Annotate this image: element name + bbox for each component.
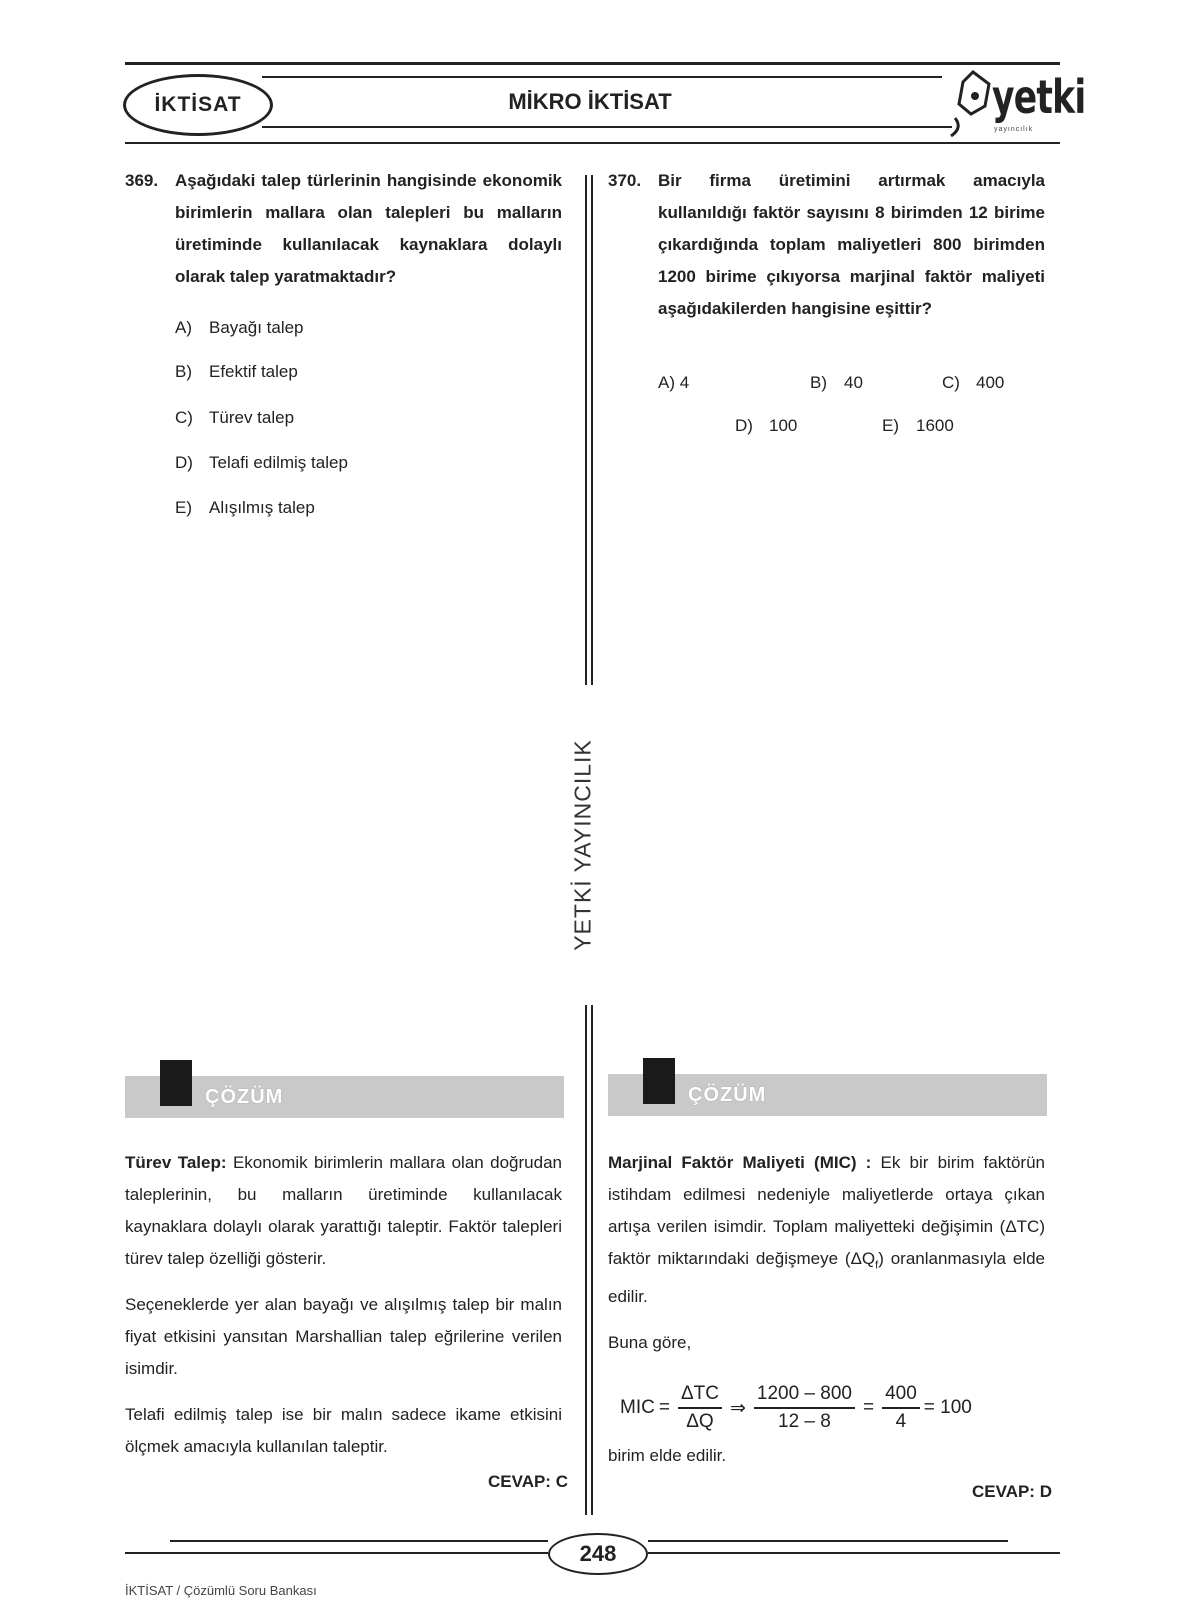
page-title: MİKRO İKTİSAT [508, 89, 672, 114]
formula-f3-numerator: 400 [882, 1383, 920, 1409]
page-number: 248 [579, 1541, 617, 1566]
question-370-number: 370. [608, 171, 642, 190]
option-text: Türev talep [209, 408, 295, 427]
book-title: İKTİSAT / Çözümlü Soru Bankası [125, 1583, 317, 1598]
footer-rule-right-bottom [648, 1552, 1060, 1554]
header-top-rule [125, 62, 1060, 65]
option-label: A) [175, 318, 192, 337]
solution-369-paragraph-2: Seçeneklerde yer alan bayağı ve alışılmış talep bir malın fiyat etkisini yansıtan Marshallian talep eğrilerine verilen isimdir. [125, 1295, 562, 1378]
solution-369-definition: Ekonomik birimlerin mallara olan doğrudan taleplerinin, bu malların üretiminde kullanılacak kaynaklara dolaylı olarak yarattığı taleptir. Faktör talepleri türev talep özelliği gösterir. [125, 1153, 562, 1268]
brand-badge [123, 74, 273, 136]
footer-rule-left-bottom [125, 1552, 548, 1554]
option-text: Bayağı talep [209, 318, 304, 337]
formula-implies: ⇒ [729, 1397, 746, 1419]
option-label: B) [175, 362, 192, 381]
formula-equals-2: = [862, 1397, 875, 1418]
solution-370-paragraph-2: Buna göre, [608, 1333, 692, 1353]
q369-option-c[interactable] [175, 408, 294, 428]
solution-370-text [608, 1147, 1045, 1373]
option-text: 1600 [916, 416, 954, 435]
formula-fraction-3 [882, 1383, 920, 1433]
solution-370-definition: Ek bir birim faktörün istihdam edilmesi nedeniyle maliyetlerde ortaya çıkan artışa verilen isimdir. Toplam maliyetteki değişimin (ΔTC) faktör miktarındaki değişmeye (ΔQ [608, 1153, 1045, 1268]
solution-369-text [125, 1147, 562, 1477]
option-text: 100 [769, 416, 798, 435]
option-text: Alışılmış talep [209, 498, 315, 517]
formula-lhs: MIC [620, 1397, 655, 1418]
brand-label: İKTİSAT [154, 93, 242, 116]
option-label: E) [882, 416, 899, 435]
q369-option-e[interactable] [175, 498, 315, 518]
formula-fraction-1 [678, 1383, 722, 1433]
solution-369-paragraph-1 [125, 1147, 562, 1275]
answer-369: CEVAP: C [488, 1472, 568, 1491]
solution-370-term: Marjinal Faktör Maliyeti (MIC) : [608, 1153, 872, 1172]
solution-header-label-370: ÇÖZÜM [688, 1084, 767, 1106]
option-text: 40 [844, 373, 863, 392]
option-label: A) [658, 373, 675, 392]
solution-370-definition-end: ) oranlanmasıyla elde edilir. [608, 1249, 1045, 1307]
solution-369-paragraph-3: Telafi edilmiş talep ise bir malın sadece ikame etkisini ölçmek amacıyla kullanılan taleptir. [125, 1405, 562, 1456]
option-label: D) [175, 453, 193, 472]
q370-option-c[interactable] [942, 373, 1004, 393]
solution-369-term: Türev Talep: [125, 1153, 227, 1172]
mic-formula [620, 1383, 972, 1433]
option-label: E) [175, 498, 192, 517]
question-370-text: Bir firma üretimini artırmak amacıyla kullanıldığı faktör sayısını 8 birimden 12 birime çıkardığında toplam maliyetleri 800 birimden 1200 birime çıkıyorsa marjinal faktör maliyeti aşağıdakilerden hangisine eşittir? [658, 171, 1045, 318]
option-label: C) [942, 373, 960, 392]
formula-f3-denominator: 4 [895, 1411, 907, 1432]
column-divider-bottom [585, 1005, 593, 1515]
formula-fraction-2 [754, 1383, 855, 1433]
question-369-number: 369. [125, 171, 159, 190]
q369-option-d[interactable] [175, 453, 348, 473]
solution-370-closing: birim elde edilir. [608, 1446, 727, 1465]
answer-370: CEVAP: D [972, 1482, 1052, 1501]
q370-option-d[interactable] [735, 416, 797, 436]
footer-rule-right-top [648, 1540, 1008, 1542]
header-title-rule-bottom [262, 126, 952, 128]
solution-header-block-369 [160, 1060, 192, 1106]
solution-370-subscript: f [875, 1259, 879, 1272]
logo-wordmark: yetki [992, 70, 1086, 124]
page-number-badge [548, 1533, 648, 1575]
header-bottom-rule [125, 142, 1060, 144]
header-title-rule-top [262, 76, 942, 78]
option-text: 4 [679, 373, 690, 392]
solution-370-paragraph-1 [608, 1147, 1045, 1313]
q369-option-b[interactable] [175, 362, 298, 382]
q370-option-b[interactable] [810, 373, 863, 393]
option-text: Telafi edilmiş talep [209, 453, 348, 472]
logo-subtitle: yayıncılık [994, 126, 1034, 133]
solution-header-block-370 [643, 1058, 675, 1104]
solution-header-label-369: ÇÖZÜM [205, 1086, 284, 1108]
formula-result: = 100 [923, 1397, 972, 1418]
question-369-text: Aşağıdaki talep türlerinin hangisinde ekonomik birimlerin mallara olan talepleri bu malların üretiminde kullanılacak kaynaklara dolaylı olarak talep yaratmaktadır? [175, 171, 562, 286]
publisher-vertical-label: YETKİ YAYINCILIK [569, 739, 596, 951]
option-text: Efektif talep [209, 362, 298, 381]
option-label: D) [735, 416, 753, 435]
formula-f1-numerator: ΔTC [678, 1383, 722, 1409]
formula-f2-numerator: 1200 – 800 [754, 1383, 855, 1409]
option-label: C) [175, 408, 193, 427]
q370-option-e[interactable] [882, 416, 954, 436]
q370-option-a[interactable] [658, 373, 689, 393]
formula-f2-denominator: 12 – 8 [778, 1411, 831, 1432]
formula-f1-denominator: ΔQ [686, 1411, 714, 1432]
column-divider-top [585, 175, 593, 685]
footer-rule-left-top [170, 1540, 548, 1542]
formula-equals: = [658, 1397, 670, 1418]
option-text: 400 [976, 373, 1005, 392]
option-label: B) [810, 373, 827, 392]
q369-option-a[interactable] [175, 318, 304, 338]
